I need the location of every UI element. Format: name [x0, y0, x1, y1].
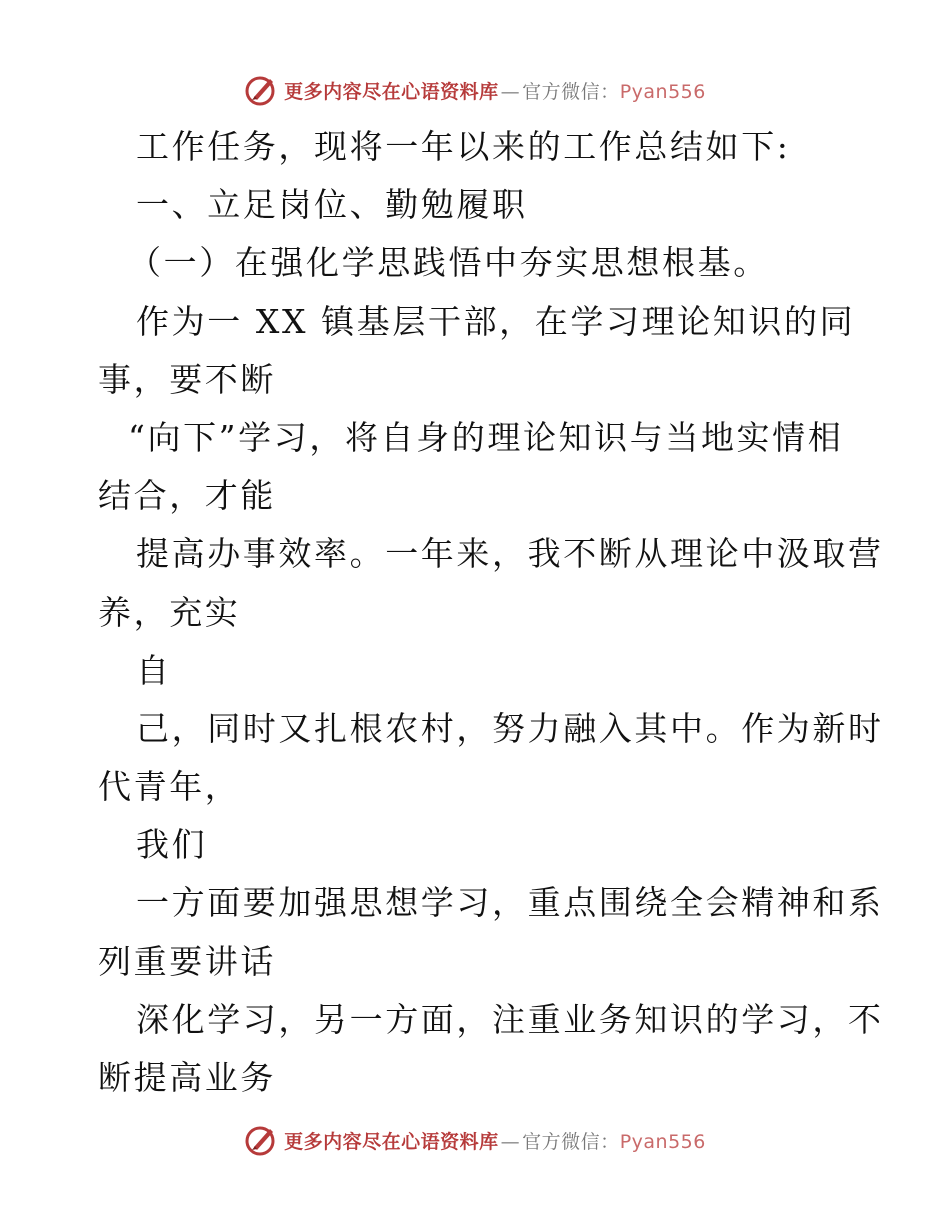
text-line: 工作任务，现将一年以来的工作总结如下: — [136, 127, 791, 166]
text-line: “向下”学习，将自身的理论知识与当地实情相 — [128, 417, 844, 457]
document-body — [98, 118, 884, 1107]
text-line: 一方面要加强思想学习，重点围绕全会精神和系 — [136, 883, 884, 923]
text-line: 作为一 XX 镇基层干部，在学习理论知识的同 — [136, 301, 856, 341]
watermark-text — [284, 77, 706, 104]
text-line: 断提高业务 — [98, 1058, 276, 1097]
text-line: 养，充实 — [98, 592, 241, 632]
watermark-lead: 更多内容尽在心语资料库 — [284, 80, 499, 103]
quill-pen-logo-icon — [244, 73, 278, 107]
text-line: 我们 — [136, 825, 208, 865]
text-line: 结合，才能 — [98, 476, 276, 516]
watermark-wechat-id: Pyan556 — [619, 1130, 706, 1153]
text-line: 自 — [136, 650, 172, 690]
text-line: 提高办事效率。一年来，我不断从理论中汲取营 — [136, 534, 884, 574]
subsection-heading: （一）在强化学思践悟中夯实思想根基。 — [128, 243, 769, 283]
watermark-lead: 更多内容尽在心语资料库 — [284, 1130, 499, 1153]
text-line: 代青年， — [98, 767, 241, 807]
text-line: 列重要讲话 — [98, 941, 276, 981]
section-heading: 一、立足岗位、勤勉履职 — [136, 185, 528, 225]
text-line: 事，要不断 — [98, 359, 276, 399]
watermark-wechat-id: Pyan556 — [619, 80, 706, 103]
watermark-dash: — — [500, 80, 521, 103]
quill-pen-logo-icon — [244, 1123, 278, 1157]
watermark-wechat-label: 官方微信： — [522, 80, 620, 103]
footer-watermark — [0, 1120, 950, 1160]
watermark-wechat-label: 官方微信： — [522, 1130, 620, 1153]
text-line: 己，同时又扎根农村，努力融入其中。作为新时 — [136, 708, 884, 748]
header-watermark — [0, 70, 950, 110]
watermark-dash: — — [500, 1130, 521, 1153]
watermark-text — [284, 1127, 706, 1154]
text-line: 深化学习，另一方面，注重业务知识的学习，不 — [136, 999, 884, 1039]
